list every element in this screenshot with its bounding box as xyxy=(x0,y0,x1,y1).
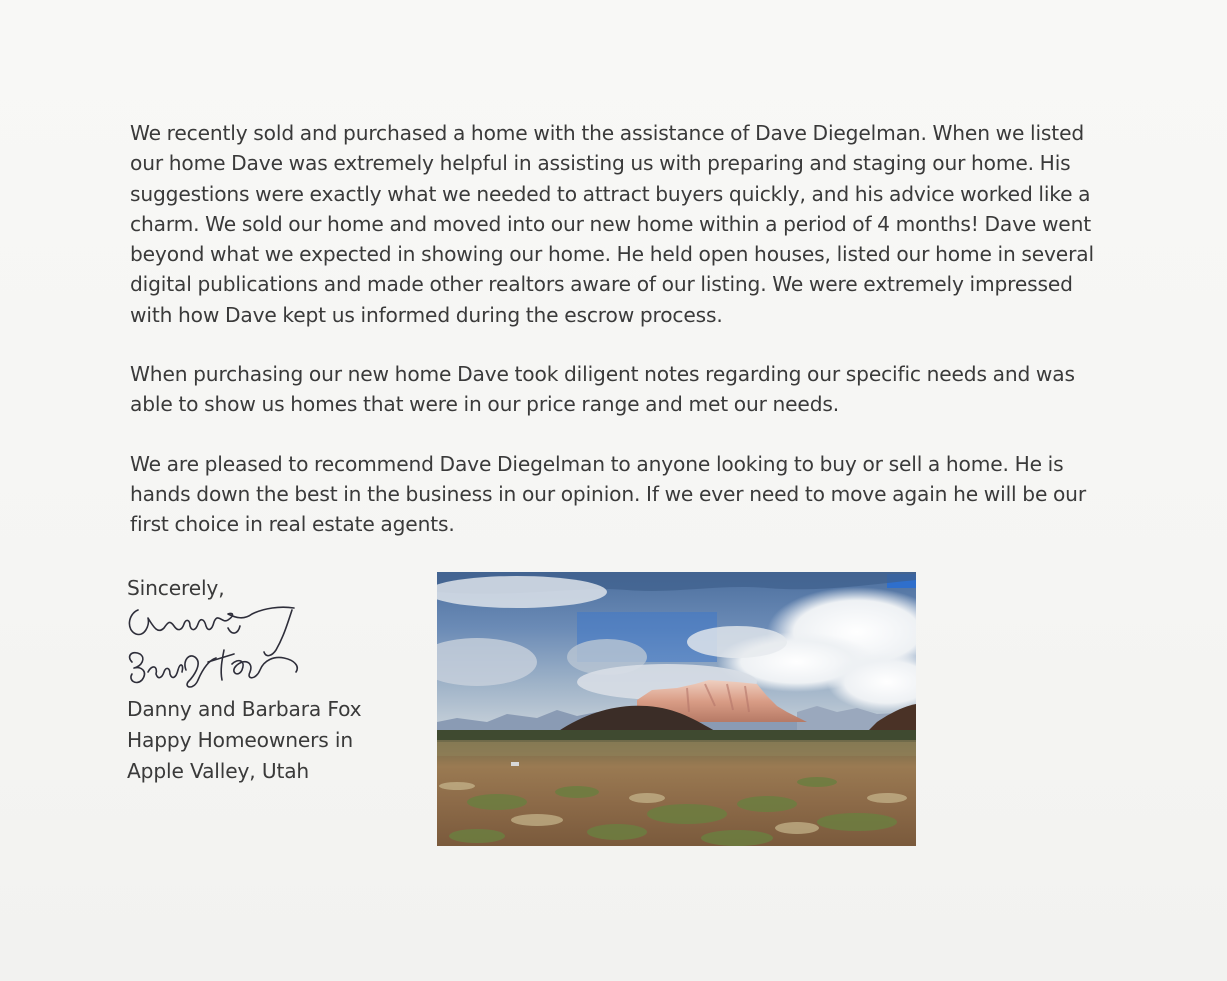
letter-body xyxy=(130,118,1105,569)
handwritten-signature xyxy=(124,600,314,695)
signer-names: Danny and Barbara Fox xyxy=(127,697,362,721)
signer-title: Happy Homeowners in xyxy=(127,728,354,752)
closing xyxy=(127,573,427,604)
signer-block xyxy=(127,694,361,787)
paragraph-2: When purchasing our new home Dave took diligent notes regarding our specific needs and was able to show us homes that were in our price range and met our needs. xyxy=(130,362,1075,417)
signer-location: Apple Valley, Utah xyxy=(127,759,310,783)
landscape-image xyxy=(437,572,916,846)
closing-salutation: Sincerely, xyxy=(127,576,225,600)
landscape-photo xyxy=(437,572,916,846)
paragraph-1: We recently sold and purchased a home with the assistance of Dave Diegelman. When we listed our home Dave was extremely helpful in assisting us with preparing and staging our home. His suggestions were exactly what we needed to attract buyers quickly, and his advice worked like a charm. We sold our home and moved into our new home within a period of 4 months! Dave went beyond what we expected in showing our home. He held open houses, listed our home in several digital publications and made other realtors aware of our listing. We were extremely impressed with how Dave kept us informed during the escrow process. xyxy=(130,121,1094,327)
paragraph-3: We are pleased to recommend Dave Diegelman to anyone looking to buy or sell a home. He is hands down the best in the business in our opinion. If we ever need to move again he will be our first choice in real estate agents. xyxy=(130,451,1086,537)
